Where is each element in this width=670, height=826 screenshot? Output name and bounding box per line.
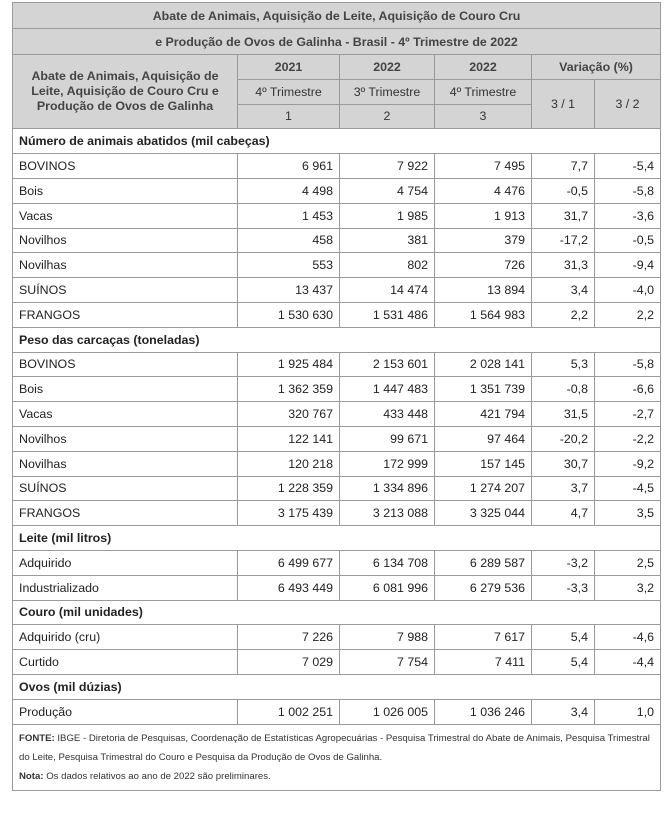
table-row bbox=[13, 625, 661, 650]
value-2022-q3: 802 bbox=[340, 253, 435, 278]
var-col-3-2: 3 / 2 bbox=[595, 79, 661, 129]
table-row bbox=[13, 402, 661, 427]
value-2022-q4: 379 bbox=[435, 228, 532, 253]
row-label: Vacas bbox=[13, 203, 238, 228]
table-row bbox=[13, 426, 661, 451]
var-col-3-1: 3 / 1 bbox=[532, 79, 595, 129]
section-row bbox=[13, 526, 661, 551]
value-2021-q4: 1 530 630 bbox=[238, 302, 340, 327]
row-label: SUÍNOS bbox=[13, 278, 238, 303]
value-2021-q4: 1 453 bbox=[238, 203, 340, 228]
row-label: BOVINOS bbox=[13, 352, 238, 377]
value-2022-q3: 1 985 bbox=[340, 203, 435, 228]
value-2022-q4: 6 279 536 bbox=[435, 575, 532, 600]
data-table bbox=[12, 2, 661, 791]
row-label: Novilhos bbox=[13, 228, 238, 253]
value-2022-q3: 7 922 bbox=[340, 154, 435, 179]
section-title: Peso das carcaças (toneladas) bbox=[13, 327, 661, 352]
variation-3-1: -17,2 bbox=[532, 228, 595, 253]
value-2022-q3: 3 213 088 bbox=[340, 501, 435, 526]
table-row bbox=[13, 352, 661, 377]
value-2022-q3: 381 bbox=[340, 228, 435, 253]
value-2022-q4: 6 289 587 bbox=[435, 550, 532, 575]
value-2021-q4: 122 141 bbox=[238, 426, 340, 451]
value-2022-q3: 6 081 996 bbox=[340, 575, 435, 600]
value-2022-q3: 7 754 bbox=[340, 650, 435, 675]
note-text: Os dados relativos ao ano de 2022 são preliminares. bbox=[46, 770, 271, 782]
data-table-frame bbox=[12, 2, 660, 791]
value-2021-q4: 1 002 251 bbox=[238, 699, 340, 724]
variation-3-2: -4,0 bbox=[595, 278, 661, 303]
variation-3-2: 1,0 bbox=[595, 699, 661, 724]
variation-3-1: 3,4 bbox=[532, 699, 595, 724]
variation-3-1: 5,4 bbox=[532, 650, 595, 675]
section-title: Ovos (mil dúzias) bbox=[13, 674, 661, 699]
row-label: Novilhas bbox=[13, 253, 238, 278]
value-2022-q3: 6 134 708 bbox=[340, 550, 435, 575]
row-label: Curtido bbox=[13, 650, 238, 675]
table-title-line-1: Abate de Animais, Aquisição de Leite, Aquisição de Couro Cru bbox=[13, 3, 661, 29]
value-2022-q3: 1 531 486 bbox=[340, 302, 435, 327]
value-2022-q3: 172 999 bbox=[340, 451, 435, 476]
table-row bbox=[13, 575, 661, 600]
value-2022-q3: 1 026 005 bbox=[340, 699, 435, 724]
row-label: Vacas bbox=[13, 402, 238, 427]
variation-3-2: -5,4 bbox=[595, 154, 661, 179]
table-row bbox=[13, 699, 661, 724]
value-2021-q4: 6 493 449 bbox=[238, 575, 340, 600]
variation-3-2: -2,2 bbox=[595, 426, 661, 451]
section-row bbox=[13, 674, 661, 699]
variation-3-1: -20,2 bbox=[532, 426, 595, 451]
table-row bbox=[13, 451, 661, 476]
col-year-3: 2022 bbox=[435, 55, 532, 80]
value-2022-q3: 14 474 bbox=[340, 278, 435, 303]
variation-3-2: -9,4 bbox=[595, 253, 661, 278]
section-row bbox=[13, 129, 661, 154]
row-label: SUÍNOS bbox=[13, 476, 238, 501]
value-2022-q4: 3 325 044 bbox=[435, 501, 532, 526]
value-2021-q4: 3 175 439 bbox=[238, 501, 340, 526]
col-period-2: 3º Trimestre bbox=[340, 79, 435, 104]
value-2022-q4: 7 617 bbox=[435, 625, 532, 650]
table-row bbox=[13, 154, 661, 179]
value-2021-q4: 13 437 bbox=[238, 278, 340, 303]
value-2021-q4: 1 228 359 bbox=[238, 476, 340, 501]
value-2022-q4: 2 028 141 bbox=[435, 352, 532, 377]
table-row bbox=[13, 228, 661, 253]
table-title-line-2: e Produção de Ovos de Galinha - Brasil - 4º Trimestre de 2022 bbox=[13, 29, 661, 55]
row-label: Bois bbox=[13, 178, 238, 203]
value-2022-q4: 7 411 bbox=[435, 650, 532, 675]
variation-3-1: 5,4 bbox=[532, 625, 595, 650]
value-2022-q4: 726 bbox=[435, 253, 532, 278]
section-title: Leite (mil litros) bbox=[13, 526, 661, 551]
section-row bbox=[13, 327, 661, 352]
variation-3-2: -4,4 bbox=[595, 650, 661, 675]
value-2022-q3: 1 447 483 bbox=[340, 377, 435, 402]
col-period-3: 4º Trimestre bbox=[435, 79, 532, 104]
row-label: Bois bbox=[13, 377, 238, 402]
row-label: Adquirido (cru) bbox=[13, 625, 238, 650]
value-2022-q4: 1 351 739 bbox=[435, 377, 532, 402]
table-footer bbox=[13, 724, 661, 790]
value-2022-q4: 7 495 bbox=[435, 154, 532, 179]
variation-3-1: 7,7 bbox=[532, 154, 595, 179]
section-title: Número de animais abatidos (mil cabeças) bbox=[13, 129, 661, 154]
stub-header: Abate de Animais, Aquisição de Leite, Aquisição de Couro Cru e Produção de Ovos de Galinha bbox=[13, 55, 238, 129]
row-label: BOVINOS bbox=[13, 154, 238, 179]
col-year-1: 2021 bbox=[238, 55, 340, 80]
variation-3-2: 3,5 bbox=[595, 501, 661, 526]
value-2022-q3: 2 153 601 bbox=[340, 352, 435, 377]
variation-3-2: -0,5 bbox=[595, 228, 661, 253]
value-2021-q4: 6 961 bbox=[238, 154, 340, 179]
variation-3-2: 3,2 bbox=[595, 575, 661, 600]
row-label: Adquirido bbox=[13, 550, 238, 575]
variation-3-1: 31,3 bbox=[532, 253, 595, 278]
section-row bbox=[13, 600, 661, 625]
variation-3-1: -3,3 bbox=[532, 575, 595, 600]
source-note bbox=[19, 729, 654, 767]
value-2021-q4: 1 362 359 bbox=[238, 377, 340, 402]
table-row bbox=[13, 377, 661, 402]
col-year-2: 2022 bbox=[340, 55, 435, 80]
variation-3-2: -4,6 bbox=[595, 625, 661, 650]
table-row bbox=[13, 650, 661, 675]
variation-3-1: 3,7 bbox=[532, 476, 595, 501]
value-2021-q4: 7 029 bbox=[238, 650, 340, 675]
variation-3-1: 5,3 bbox=[532, 352, 595, 377]
value-2022-q4: 13 894 bbox=[435, 278, 532, 303]
table-row bbox=[13, 550, 661, 575]
value-2021-q4: 553 bbox=[238, 253, 340, 278]
value-2021-q4: 7 226 bbox=[238, 625, 340, 650]
row-label: FRANGOS bbox=[13, 501, 238, 526]
value-2022-q3: 7 988 bbox=[340, 625, 435, 650]
variation-3-1: 2,2 bbox=[532, 302, 595, 327]
variation-3-2: -6,6 bbox=[595, 377, 661, 402]
source-text: IBGE - Diretoria de Pesquisas, Coordenação de Estatísticas Agropecuárias - Pesquisa Trimestral do Abate de Animais, Pesquisa Trimestral do Leite, Pesquisa Trimestral do Couro e Pesquisa da Produção de Ovos de Galinha. bbox=[19, 732, 650, 763]
section-title: Couro (mil unidades) bbox=[13, 600, 661, 625]
table-row bbox=[13, 501, 661, 526]
value-2022-q4: 1 564 983 bbox=[435, 302, 532, 327]
row-label: Industrializado bbox=[13, 575, 238, 600]
variation-3-2: -5,8 bbox=[595, 178, 661, 203]
row-label: Produção bbox=[13, 699, 238, 724]
value-2021-q4: 6 499 677 bbox=[238, 550, 340, 575]
variation-3-1: 4,7 bbox=[532, 501, 595, 526]
value-2022-q4: 1 036 246 bbox=[435, 699, 532, 724]
variation-3-1: -0,8 bbox=[532, 377, 595, 402]
table-row bbox=[13, 178, 661, 203]
variation-3-2: -5,8 bbox=[595, 352, 661, 377]
row-label: Novilhos bbox=[13, 426, 238, 451]
value-2022-q3: 433 448 bbox=[340, 402, 435, 427]
value-2021-q4: 320 767 bbox=[238, 402, 340, 427]
variation-3-1: -0,5 bbox=[532, 178, 595, 203]
variation-3-1: 30,7 bbox=[532, 451, 595, 476]
variation-3-2: -2,7 bbox=[595, 402, 661, 427]
col-index-1: 1 bbox=[238, 104, 340, 129]
value-2022-q3: 99 671 bbox=[340, 426, 435, 451]
value-2022-q3: 1 334 896 bbox=[340, 476, 435, 501]
value-2022-q4: 1 913 bbox=[435, 203, 532, 228]
variation-3-1: 31,5 bbox=[532, 402, 595, 427]
variation-3-1: 31,7 bbox=[532, 203, 595, 228]
value-2021-q4: 120 218 bbox=[238, 451, 340, 476]
variation-3-2: -9,2 bbox=[595, 451, 661, 476]
variation-3-1: 3,4 bbox=[532, 278, 595, 303]
value-2021-q4: 4 498 bbox=[238, 178, 340, 203]
value-2022-q4: 157 145 bbox=[435, 451, 532, 476]
variation-3-1: -3,2 bbox=[532, 550, 595, 575]
row-label: Novilhas bbox=[13, 451, 238, 476]
value-2022-q3: 4 754 bbox=[340, 178, 435, 203]
row-label: FRANGOS bbox=[13, 302, 238, 327]
variation-3-2: 2,2 bbox=[595, 302, 661, 327]
value-2022-q4: 4 476 bbox=[435, 178, 532, 203]
value-2021-q4: 458 bbox=[238, 228, 340, 253]
col-period-1: 4º Trimestre bbox=[238, 79, 340, 104]
variation-3-2: -4,5 bbox=[595, 476, 661, 501]
variation-header: Variação (%) bbox=[532, 55, 661, 80]
value-2021-q4: 1 925 484 bbox=[238, 352, 340, 377]
preliminary-note bbox=[19, 767, 654, 786]
table-row bbox=[13, 203, 661, 228]
table-row bbox=[13, 278, 661, 303]
note-label: Nota: bbox=[19, 770, 44, 782]
source-label: FONTE: bbox=[19, 732, 55, 744]
table-row bbox=[13, 302, 661, 327]
value-2022-q4: 421 794 bbox=[435, 402, 532, 427]
value-2022-q4: 97 464 bbox=[435, 426, 532, 451]
variation-3-2: 2,5 bbox=[595, 550, 661, 575]
table-row bbox=[13, 253, 661, 278]
variation-3-2: -3,6 bbox=[595, 203, 661, 228]
col-index-2: 2 bbox=[340, 104, 435, 129]
table-row bbox=[13, 476, 661, 501]
value-2022-q4: 1 274 207 bbox=[435, 476, 532, 501]
col-index-3: 3 bbox=[435, 104, 532, 129]
